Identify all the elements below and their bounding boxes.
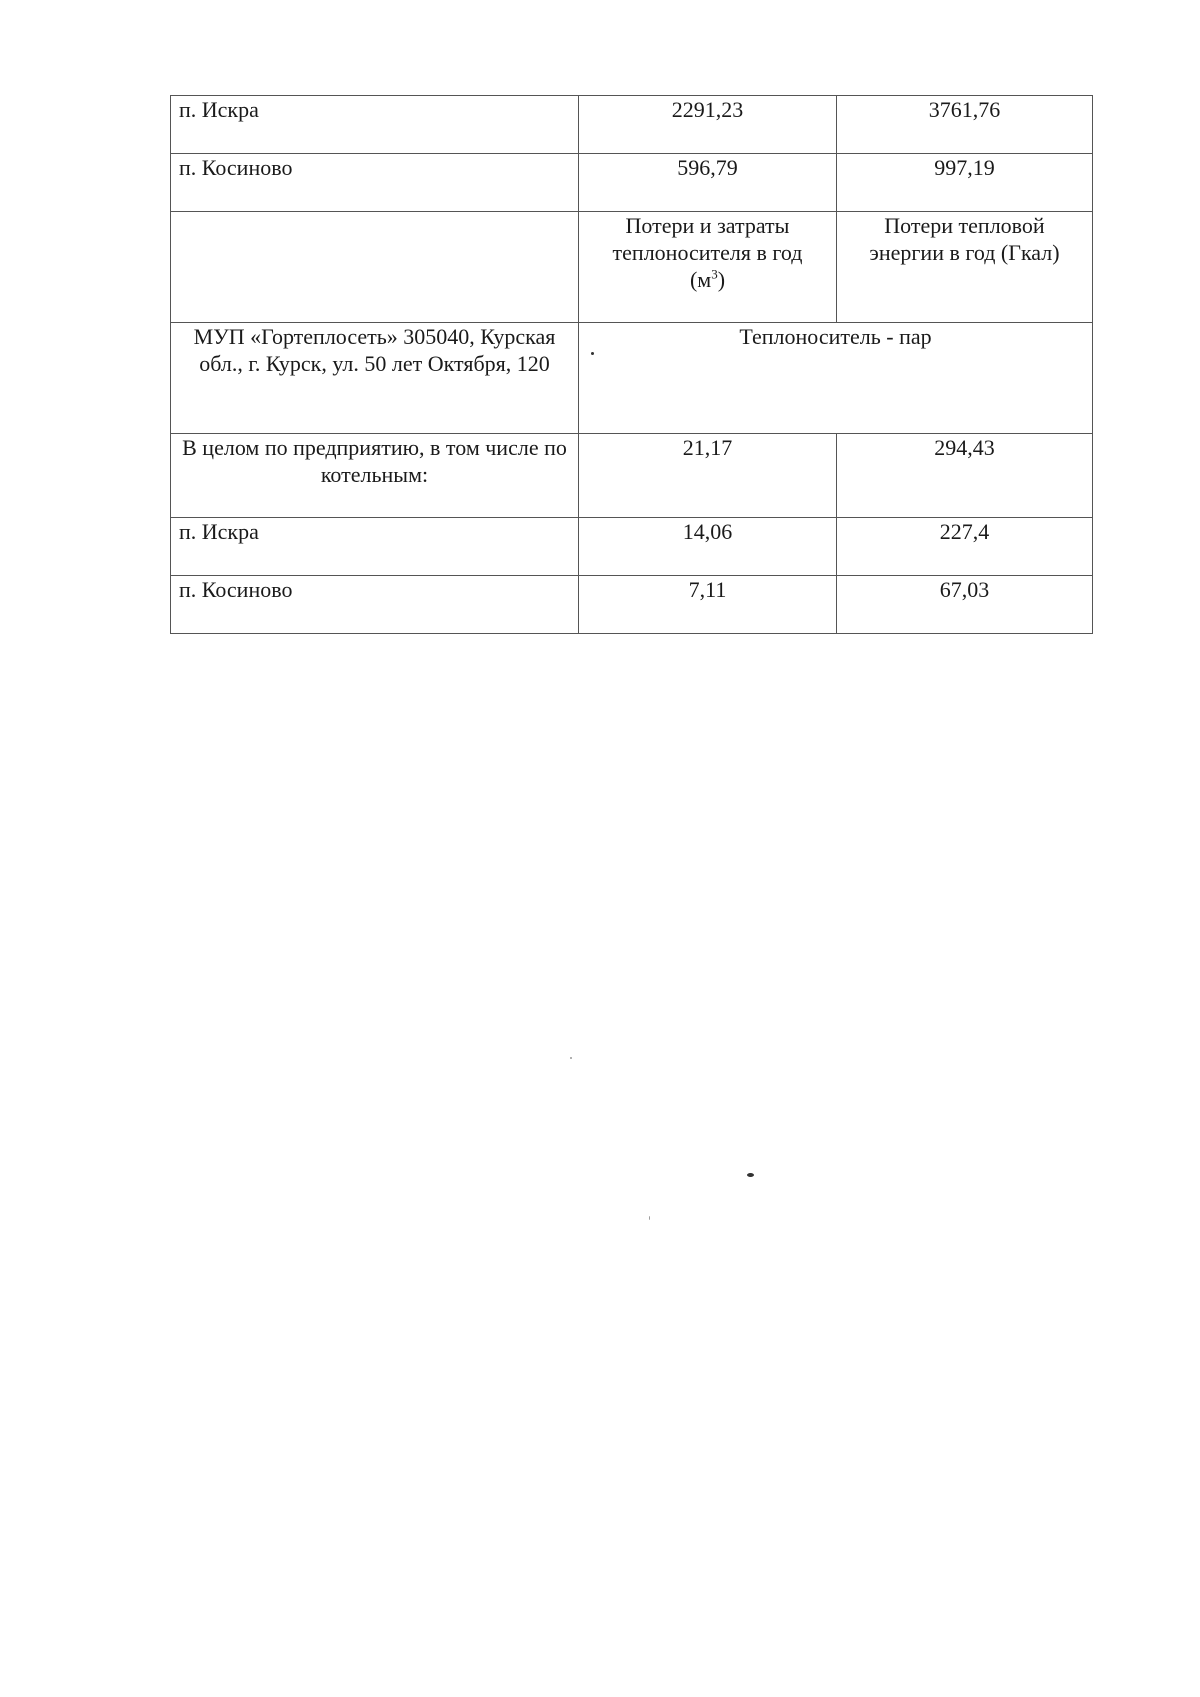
table-row — [171, 576, 1093, 634]
scan-speck — [591, 352, 594, 355]
table-row — [171, 154, 1093, 212]
coolant-loss-unit: $(м^3)$ — [689, 266, 726, 292]
heat-loss-cell: 997,19 — [837, 154, 1093, 212]
coolant-type-cell: Теплоноситель - пар — [579, 323, 1093, 434]
table-header-row — [171, 212, 1093, 323]
heat-loss-cell: 3761,76 — [837, 96, 1093, 154]
heat-loss-cell: 227,4 — [837, 518, 1093, 576]
scan-speck — [747, 1173, 754, 1177]
heat-loss-cell: 67,03 — [837, 576, 1093, 634]
coolant-loss-header-text: Потери и затраты теплоносителя в год — [612, 213, 803, 265]
coolant-loss-header — [579, 212, 837, 323]
boiler-name-cell: п. Искра — [171, 518, 579, 576]
table-row — [171, 518, 1093, 576]
table-row — [171, 96, 1093, 154]
boiler-name-cell: п. Косиново — [171, 154, 579, 212]
heat-loss-table — [170, 95, 1093, 634]
org-row — [171, 323, 1093, 434]
heat-loss-header: Потери тепловой энергии в год (Гкал) — [837, 212, 1093, 323]
coolant-loss-cell: 596,79 — [579, 154, 837, 212]
total-coolant-loss-cell: 21,17 — [579, 434, 837, 518]
coolant-loss-cell: 7,11 — [579, 576, 837, 634]
total-row — [171, 434, 1093, 518]
boiler-name-cell: п. Искра — [171, 96, 579, 154]
scan-speck — [570, 1057, 572, 1059]
coolant-loss-cell: 14,06 — [579, 518, 837, 576]
boiler-name-cell: п. Косиново — [171, 576, 579, 634]
total-heat-loss-cell: 294,43 — [837, 434, 1093, 518]
coolant-loss-cell: 2291,23 — [579, 96, 837, 154]
empty-header-cell — [171, 212, 579, 323]
scan-speck — [649, 1216, 650, 1220]
org-name-cell: МУП «Гортеплосеть» 305040, Курская обл., г. Курск, ул. 50 лет Октября, 120 — [171, 323, 579, 434]
total-label-cell: В целом по предприятию, в том числе по котельным: — [171, 434, 579, 518]
